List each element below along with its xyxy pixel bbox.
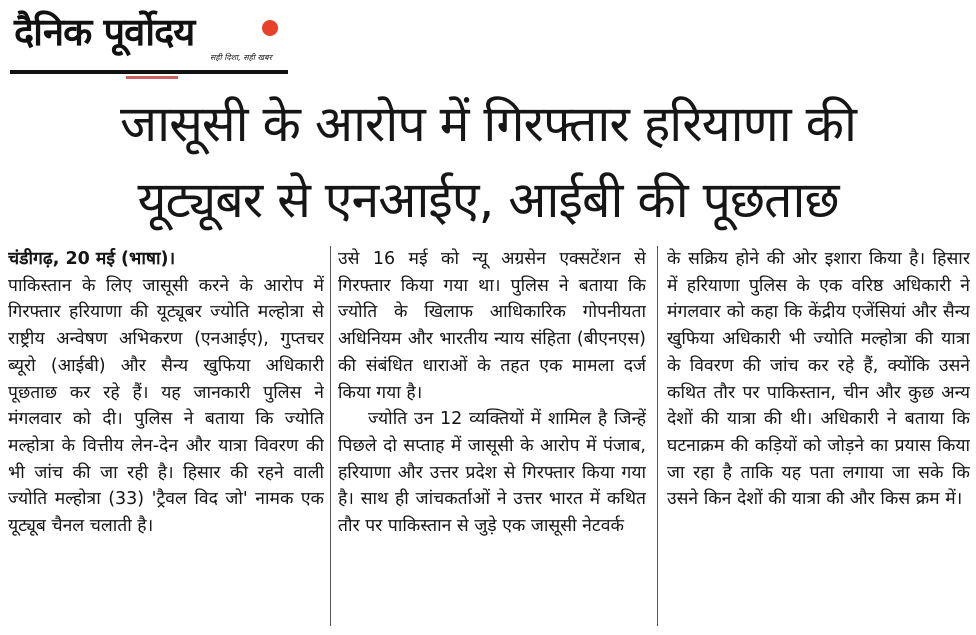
column-2-paragraph-1: उसे 16 मई को न्यू अग्रसेन एक्सटेंशन से गिरफ्तार किया गया था। पुलिस ने बताया कि ज्योति के खिलाफ आधिकारिक गोपनीयता अधिनियम और भारतीय न्याय संहिता (बीएनएस) की संबंधित धाराओं के तहत एक मामला दर्ज किया गया है। <box>338 249 646 403</box>
logo-dot-icon <box>262 20 278 36</box>
column-3-body: के सक्रिय होने की ओर इशारा किया है। हिसार में हरियाणा पुलिस के एक वरिष्ठ अधिकारी ने मंगलवार को कहा कि केंद्रीय एजेंसियां और सैन्य खुफिया अधिकारी भी ज्योति मल्होत्रा की यात्रा के विवरण की जांच कर रहे हैं, क्योंकि उसने कथित तौर पर पाकिस्तान, चीन और कुछ अन्य देशों की यात्रा की थी। अधिकारी ने बताया कि घटनाक्रम की कड़ियों को जोड़ने का प्रयास किया जा रहा है ताकि यह पता लगाया जा सके कि उसने किन देशों की यात्रा की और किस क्रम में। <box>667 249 970 510</box>
article-column-3 <box>667 246 970 631</box>
headline-line-2: यूट्यूबर से एनआईए, आईबी की पूछताछ <box>137 171 839 229</box>
article-headline <box>0 86 976 238</box>
dateline: चंडीगढ़, 20 मई (भाषा)। <box>8 249 176 269</box>
masthead-strip <box>126 76 178 79</box>
masthead-rule <box>10 70 288 74</box>
column-divider-2 <box>657 246 658 626</box>
headline-line-1: जासूसी के आरोप में गिरफ्तार हरियाणा की <box>120 95 856 153</box>
column-divider-1 <box>330 246 331 626</box>
masthead <box>10 6 288 76</box>
newspaper-tagline: सही दिशा, सही खबर <box>210 53 272 62</box>
column-2-paragraph-2: ज्योति उन 12 व्यक्तियों में शामिल है जिन्हें पिछले दो सप्ताह में जासूसी के आरोप में पंजाब, हरियाणा और उत्तर प्रदेश से गिरफ्तार किया गया है। साथ ही जांचकर्ताओं ने उत्तर भारत में कथित तौर पर पाकिस्तान से जुड़े एक जासूसी नेटवर्क <box>338 409 646 537</box>
article-column-1 <box>8 246 324 631</box>
newspaper-logo: दैनिक पूर्वोदय <box>14 10 195 54</box>
article-column-2 <box>338 246 646 631</box>
column-1-body: पाकिस्तान के लिए जासूसी करने के आरोप में गिरफ्तार हरियाणा की यूट्यूबर ज्योति मल्होत्रा से राष्ट्रीय अन्वेषण अभिकरण (एनआईए), गुप्तचर ब्यूरो (आईबी) और सैन्य खुफिया अधिकारी पूछताछ कर रहे हैं। यह जानकारी पुलिस ने मंगलवार को दी। पुलिस ने बताया कि ज्योति मल्होत्रा के वित्तीय लेन-देन और यात्रा विवरण की भी जांच की जा रही है। हिसार की रहने वाली ज्योति मल्होत्रा (33) 'ट्रैवल विद जो' नामक एक यूट्यूब चैनल चलाती है। <box>8 275 324 537</box>
